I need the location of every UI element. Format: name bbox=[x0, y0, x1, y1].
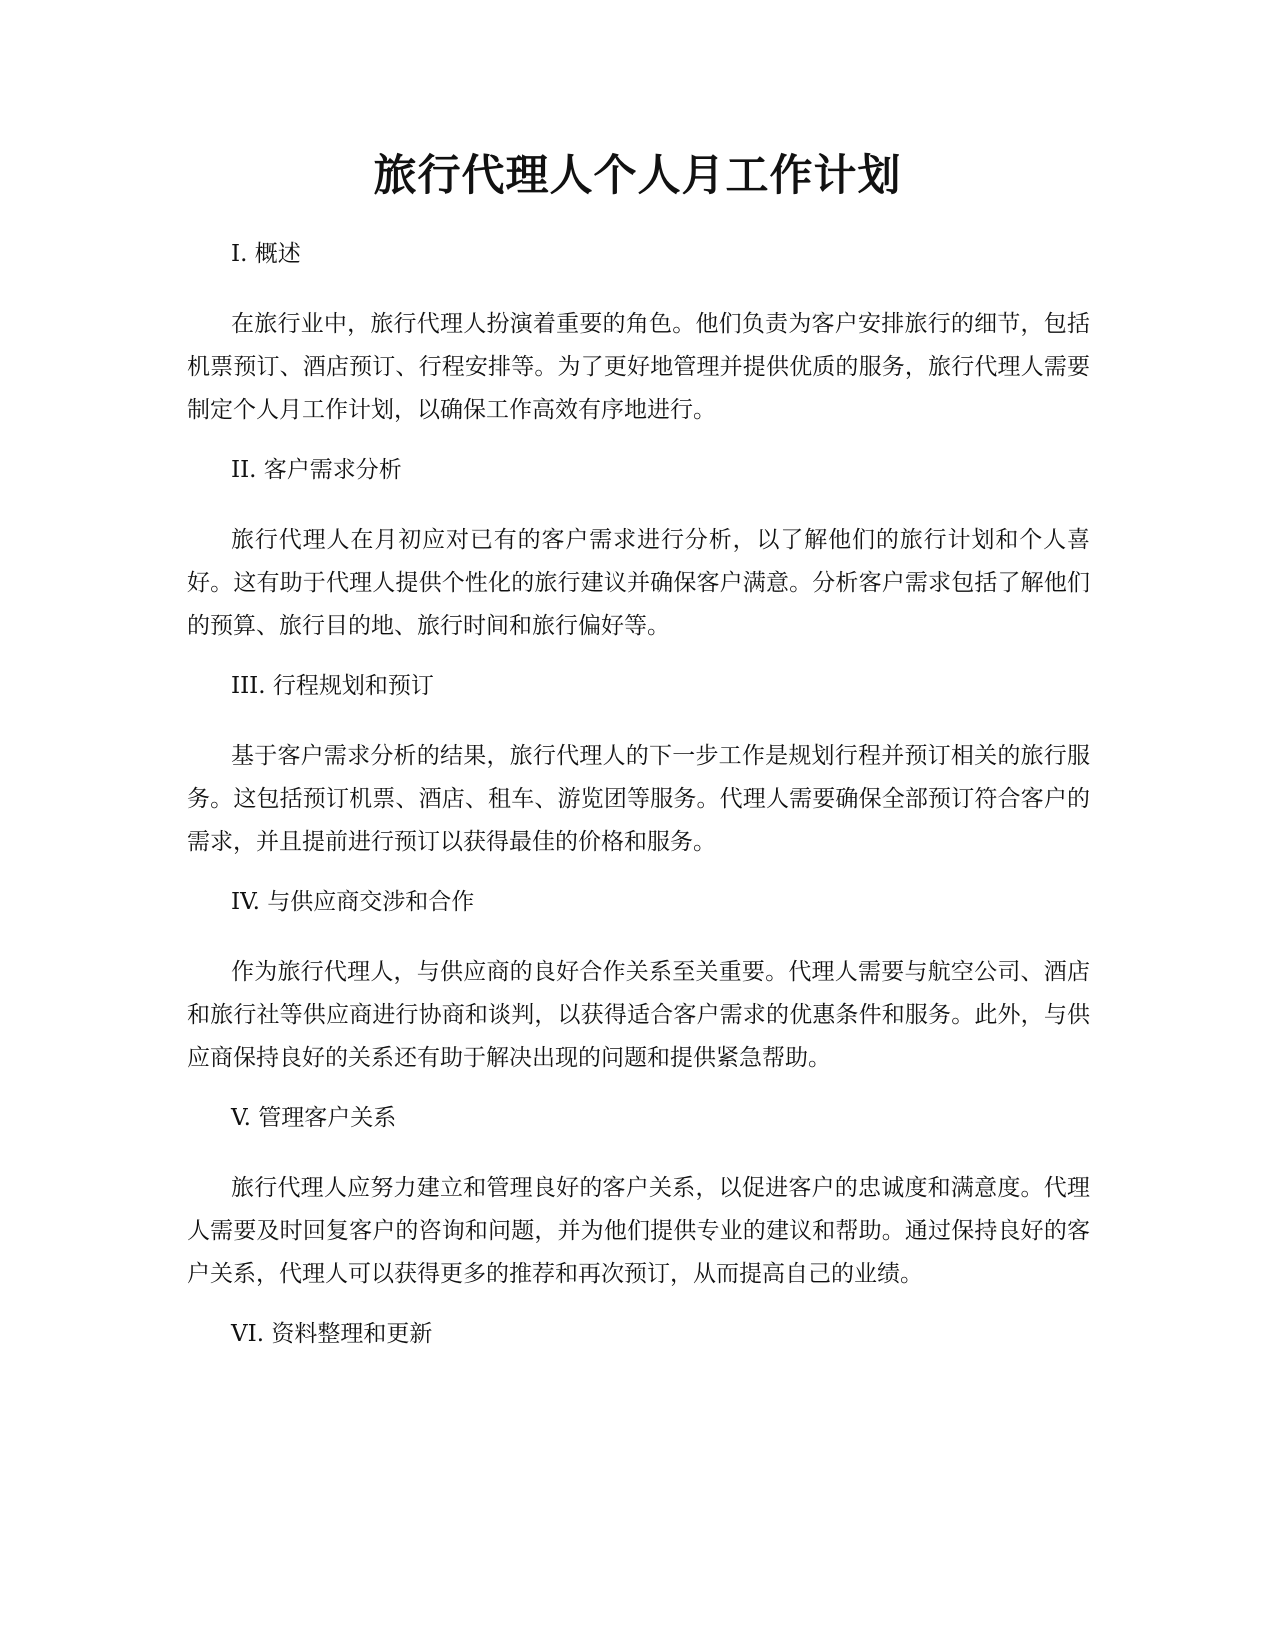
section-heading-records: VI. 资料整理和更新 bbox=[231, 1321, 433, 1347]
document-body bbox=[187, 240, 1090, 1348]
section-paragraph-suppliers: 作为旅行代理人，与供应商的良好合作关系至关重要。代理人需要与航空公司、酒店和旅行社等供应商进行协商和谈判，以获得适合客户需求的优惠条件和服务。此外，与供应商保持良好的关系还有助于解决出现的问题和提供紧急帮助。 bbox=[187, 959, 1090, 1071]
section-heading-customer-relations: V. 管理客户关系 bbox=[231, 1105, 397, 1131]
section-paragraph-customer-relations: 旅行代理人应努力建立和管理良好的客户关系，以促进客户的忠诚度和满意度。代理人需要及时回复客户的咨询和问题，并为他们提供专业的建议和帮助。通过保持良好的客户关系，代理人可以获得更多的推荐和再次预订，从而提高自己的业绩。 bbox=[187, 1175, 1090, 1287]
page-title: 旅行代理人个人月工作计划 bbox=[373, 151, 902, 201]
section-heading-suppliers: IV. 与供应商交涉和合作 bbox=[231, 889, 475, 915]
section-heading-itinerary: III. 行程规划和预订 bbox=[231, 673, 434, 699]
section-heading-overview: I. 概述 bbox=[231, 241, 301, 267]
section-paragraph-customer-needs: 旅行代理人在月初应对已有的客户需求进行分析，以了解他们的旅行计划和个人喜好。这有助于代理人提供个性化的旅行建议并确保客户满意。分析客户需求包括了解他们的预算、旅行目的地、旅行时间和旅行偏好等。 bbox=[187, 527, 1090, 639]
section-paragraph-overview: 在旅行业中，旅行代理人扮演着重要的角色。他们负责为客户安排旅行的细节，包括机票预订、酒店预订、行程安排等。为了更好地管理并提供优质的服务，旅行代理人需要制定个人月工作计划，以确保工作高效有序地进行。 bbox=[187, 311, 1090, 423]
section-heading-customer-needs: II. 客户需求分析 bbox=[231, 457, 402, 483]
section-paragraph-itinerary: 基于客户需求分析的结果，旅行代理人的下一步工作是规划行程并预订相关的旅行服务。这包括预订机票、酒店、租车、游览团等服务。代理人需要确保全部预订符合客户的需求，并且提前进行预订以获得最佳的价格和服务。 bbox=[187, 743, 1090, 855]
